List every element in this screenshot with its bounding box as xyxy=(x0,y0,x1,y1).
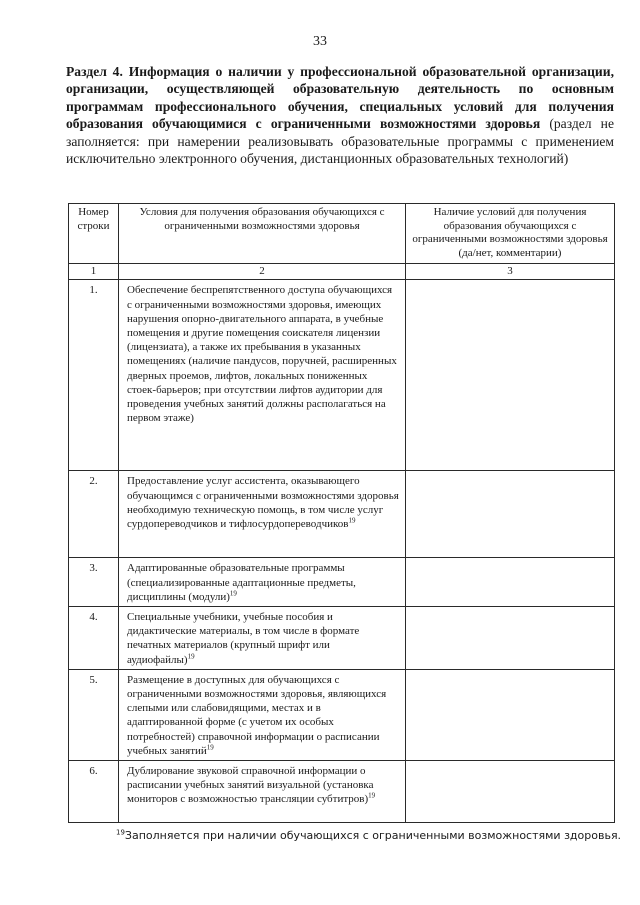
column-index: 2 xyxy=(119,264,406,280)
row-number: 3. xyxy=(69,558,119,607)
header-availability: Наличие условий для получения образования обучающихся с ограниченными возможностями здоровья (да/нет, комментарии) xyxy=(406,204,615,264)
row-number: 6. xyxy=(69,761,119,823)
row-condition xyxy=(119,669,406,760)
row-condition-text: Адаптированные образовательные программы (специализированные адаптационные предметы, дисциплины (модули) xyxy=(127,562,356,603)
footnote-mark: 19 xyxy=(116,828,125,837)
table-row xyxy=(69,280,615,471)
header-conditions: Условия для получения образования обучающихся с ограниченными возможностями здоровья xyxy=(119,204,406,264)
conditions-table xyxy=(68,203,615,823)
row-condition-text: Дублирование звуковой справочной информации о расписании учебных занятий визуальной (установка мониторов с возможностью трансляции субтитров) xyxy=(127,765,374,806)
footnote-divider xyxy=(80,822,202,823)
availability-cell[interactable] xyxy=(406,280,615,471)
availability-cell[interactable] xyxy=(406,558,615,607)
footnote xyxy=(116,829,621,842)
row-condition xyxy=(119,558,406,607)
footnote-reference: 19 xyxy=(229,589,237,598)
conditions-table-wrapper xyxy=(68,203,614,823)
column-index-row xyxy=(69,264,615,280)
footnote-text: Заполняется при наличии обучающихся с ограниченными возможностями здоровья. xyxy=(124,829,622,842)
row-number: 1. xyxy=(69,280,119,471)
row-condition-text: Обеспечение беспрепятственного доступа обучающихся с ограниченными возможностями здоровья, имеющих нарушения опорно-двигательного аппарата, в учебные помещения и другие помещения соискателя лицензии (лицензиата), а также их пребывания в указанных помещениях (наличие пандусов, поручней, расширенных дверных проемов, лифтов, локальных пониженных стоек-барьеров; при отсутствии лифтов аудитории для проведения учебных занятий должны располагаться на первом этаже) xyxy=(127,284,397,425)
table-row xyxy=(69,471,615,558)
availability-cell[interactable] xyxy=(406,669,615,760)
column-index: 3 xyxy=(406,264,615,280)
row-condition xyxy=(119,606,406,669)
table-header-row xyxy=(69,204,615,264)
section-note: (раздел не заполняется: при намерении реализовывать образовательные программы с применением исключительно электронного обучения, дистанционных образовательных технологий) xyxy=(66,116,614,167)
page-number: 33 xyxy=(313,34,327,49)
row-condition-text: Предоставление услуг ассистента, оказывающего обучающимся с ограниченными возможностями здоровья необходимую техническую помощь, в том числе услуг сурдопереводчиков и тифлосурдопереводчиков xyxy=(127,475,399,530)
footnote-reference: 19 xyxy=(348,516,356,525)
row-condition xyxy=(119,761,406,823)
footnote-reference: 19 xyxy=(206,743,214,752)
availability-cell[interactable] xyxy=(406,471,615,558)
footnote-reference: 19 xyxy=(187,651,195,660)
availability-cell[interactable] xyxy=(406,761,615,823)
row-number: 2. xyxy=(69,471,119,558)
table-row xyxy=(69,761,615,823)
row-condition xyxy=(119,471,406,558)
column-index: 1 xyxy=(69,264,119,280)
row-condition-text: Размещение в доступных для обучающихся с ограниченными возможностями здоровья, являющихся слепыми или слабовидящими, местах и в адаптированной форме (с учетом их особых потребностей) справочной информации о расписании учебных занятий xyxy=(127,673,387,757)
table-row xyxy=(69,558,615,607)
row-condition xyxy=(119,280,406,471)
footnote-reference: 19 xyxy=(368,791,376,800)
section-heading xyxy=(66,63,614,167)
header-row-number: Номер строки xyxy=(69,204,119,264)
section-title: Раздел 4. Информация о наличии у профессиональной образовательной организации, организации, осуществляющей образовательную деятельность по основным программам профессионального обучения, специальных условий для получения образования обучающимися с ограниченными возможностями здоровья xyxy=(66,64,614,132)
row-number: 4. xyxy=(69,606,119,669)
availability-cell[interactable] xyxy=(406,606,615,669)
table-row xyxy=(69,669,615,760)
row-number: 5. xyxy=(69,669,119,760)
table-row xyxy=(69,606,615,669)
row-condition-text: Специальные учебники, учебные пособия и дидактические материалы, в том числе в формате печатных материалов (крупный шрифт или аудиофайлы) xyxy=(127,610,360,666)
